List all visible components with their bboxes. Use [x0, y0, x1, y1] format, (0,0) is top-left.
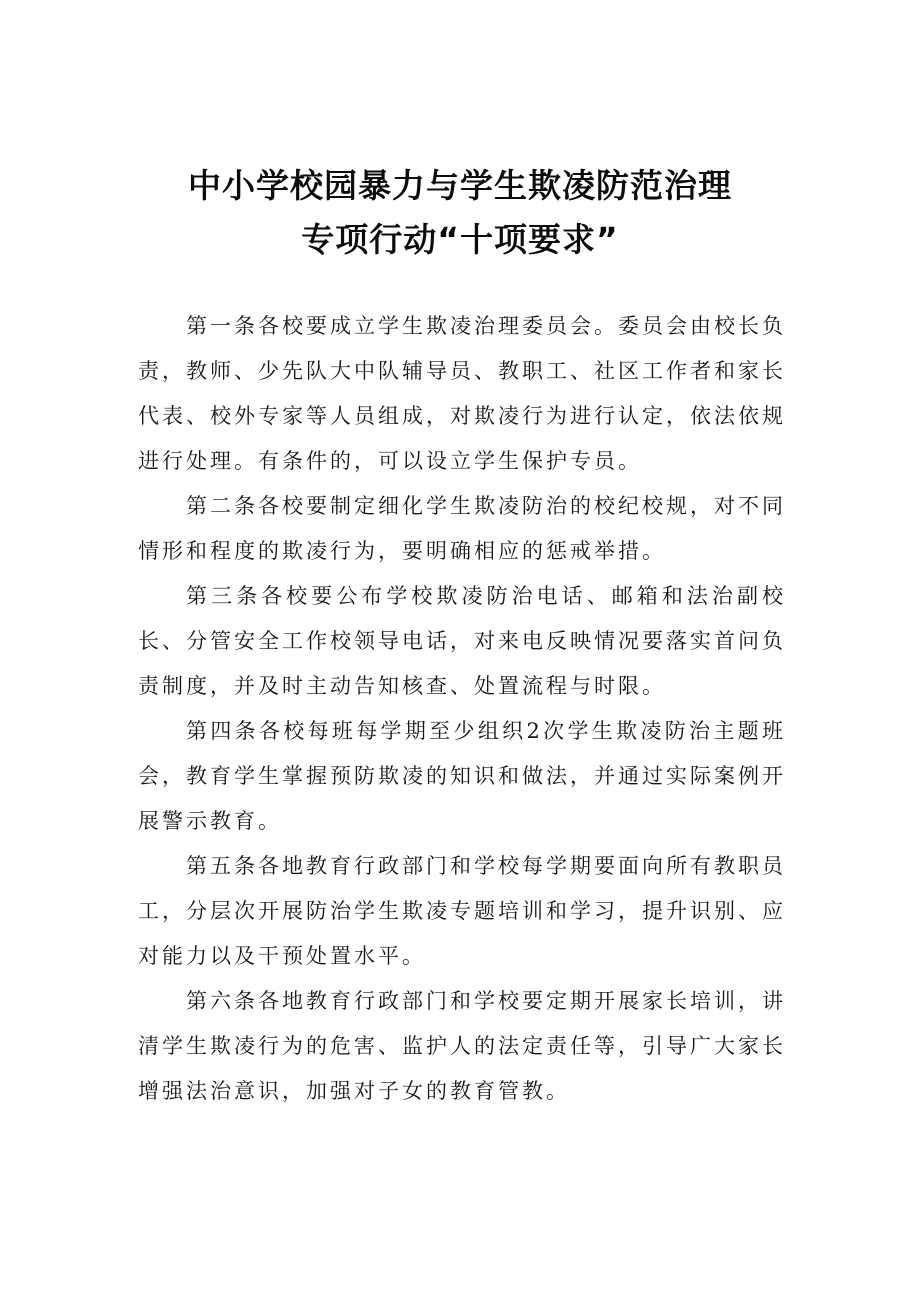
article-1: 第一条各校要成立学生欺凌治理委员会。委员会由校长负责，教师、少先队大中队辅导员、教职工、社区工作者和家长代表、校外专家等人员组成，对欺凌行为进行认定，依法依规进行处理。有条件的，可以设立学生保护专员。	[138, 314, 786, 473]
article-2: 第二条各校要制定细化学生欺凌防治的校纪校规，对不同情形和程度的欺凌行为，要明确相应的惩戒举措。	[138, 494, 786, 563]
document-body	[138, 304, 786, 1114]
document-title-line-2: 专项行动“十项要求”	[301, 220, 619, 259]
document-title-line-1: 中小学校园暴力与学生欺凌防范治理	[188, 166, 732, 205]
article-4: 第四条各校每班每学期至少组织2次学生欺凌防治主题班会，教育学生掌握预防欺凌的知识和做法，并通过实际案例开展警示教育。	[138, 719, 786, 833]
article-6: 第六条各地教育行政部门和学校要定期开展家长培训，讲清学生欺凌行为的危害、监护人的法定责任等，引导广大家长增强法治意识，加强对子女的教育管教。	[138, 989, 786, 1103]
article-5: 第五条各地教育行政部门和学校每学期要面向所有教职员工，分层次开展防治学生欺凌专题培训和学习，提升识别、应对能力以及干预处置水平。	[138, 854, 786, 968]
article-3: 第三条各校要公布学校欺凌防治电话、邮箱和法治副校长、分管安全工作校领导电话，对来电反映情况要落实首问负责制度，并及时主动告知核查、处置流程与时限。	[138, 584, 786, 698]
